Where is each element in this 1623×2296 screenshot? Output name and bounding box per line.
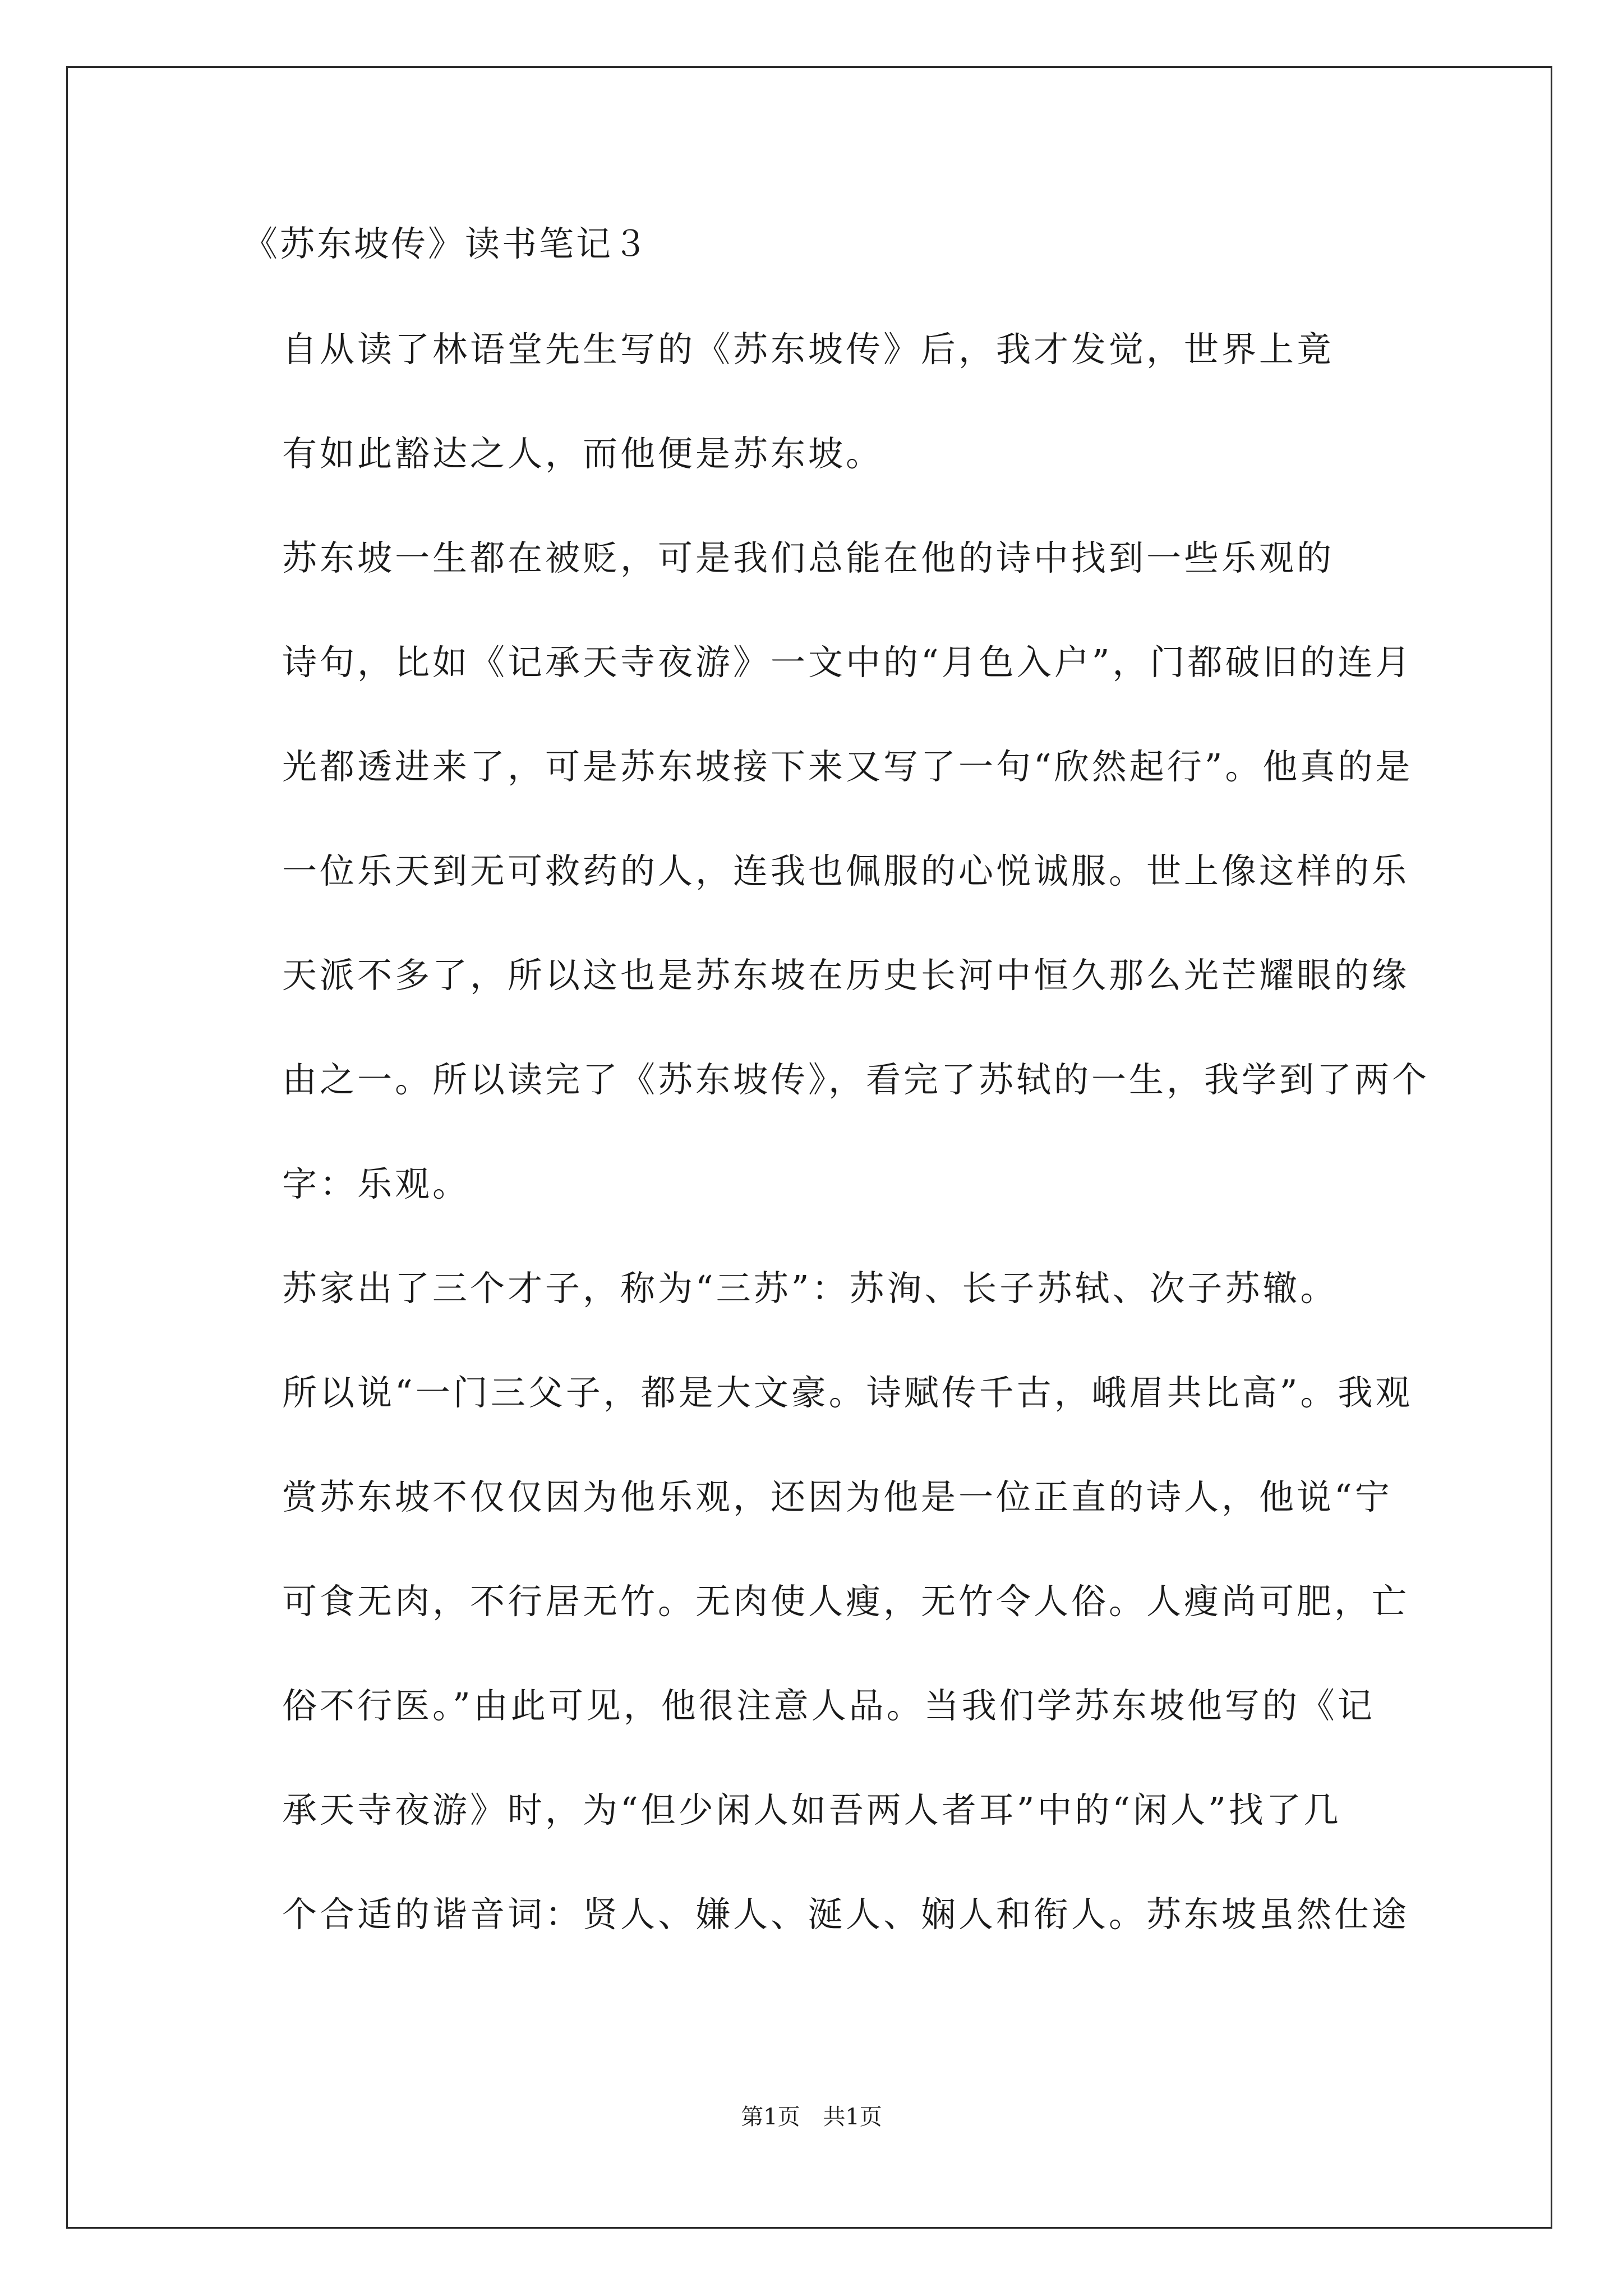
paragraph-line: 所以说“一门三父子，都是大文豪。诗赋传千古，峨眉共比高”。我观 <box>282 1372 1413 1413</box>
paragraph-3 <box>199 1236 1433 1967</box>
paragraph-line: 赏苏东坡不仅仅因为他乐观，还因为他是一位正直的诗人，他说“宁 <box>282 1476 1393 1517</box>
paragraph-line: 个合适的谐音词：贤人、嫌人、涎人、娴人和衔人。苏东坡虽然仕途 <box>282 1894 1410 1935</box>
paragraph-1 <box>199 297 1433 506</box>
total-page-count: 共1页 <box>823 2104 882 2130</box>
paragraph-line: 自从读了林语堂先生写的《苏东坡传》后，我才发觉，世界上竟 <box>282 329 1335 370</box>
paragraph-line: 由之一。所以读完了《苏东坡传》，看完了苏轼的一生，我学到了两个 <box>282 1059 1430 1100</box>
paragraph-line: 有如此豁达之人，而他便是苏东坡。 <box>282 433 884 474</box>
paragraph-line: 苏东坡一生都在被贬，可是我们总能在他的诗中找到一些乐观的 <box>282 537 1335 578</box>
paragraph-line: 俗不行医。”由此可见，他很注意人品。当我们学苏东坡他写的《记 <box>282 1685 1375 1726</box>
paragraph-2 <box>199 506 1433 1236</box>
paragraph-line: 苏家出了三个才子，称为“三苏”：苏洵、长子苏轼、次子苏辙。 <box>282 1268 1338 1309</box>
paragraph-line: 天派不多了，所以这也是苏东坡在历史长河中恒久那么光芒耀眼的缘 <box>282 955 1410 996</box>
paragraph-line: 光都透进来了，可是苏东坡接下来又写了一句“欣然起行”。他真的是 <box>282 746 1413 787</box>
paragraph-line: 承天寺夜游》时，为“但少闲人如吾两人者耳”中的“闲人”找了几 <box>282 1789 1341 1830</box>
paragraph-line: 字：乐观。 <box>282 1163 471 1204</box>
page-footer <box>0 2099 1623 2131</box>
paragraph-line: 诗句，比如《记承天寺夜游》一文中的“月色入户”，门都破旧的连月 <box>282 642 1413 683</box>
document-title: 《苏东坡传》读书笔记３ <box>243 223 651 264</box>
paragraph-line: 一位乐天到无可救药的人，连我也佩服的心悦诚服。世上像这样的乐 <box>282 850 1410 891</box>
document-body <box>199 222 1433 1967</box>
paragraph-line: 可食无肉，不行居无竹。无肉使人瘦，无竹令人俗。人瘦尚可肥，亡 <box>282 1581 1410 1622</box>
current-page-number: 第1页 <box>741 2104 800 2130</box>
